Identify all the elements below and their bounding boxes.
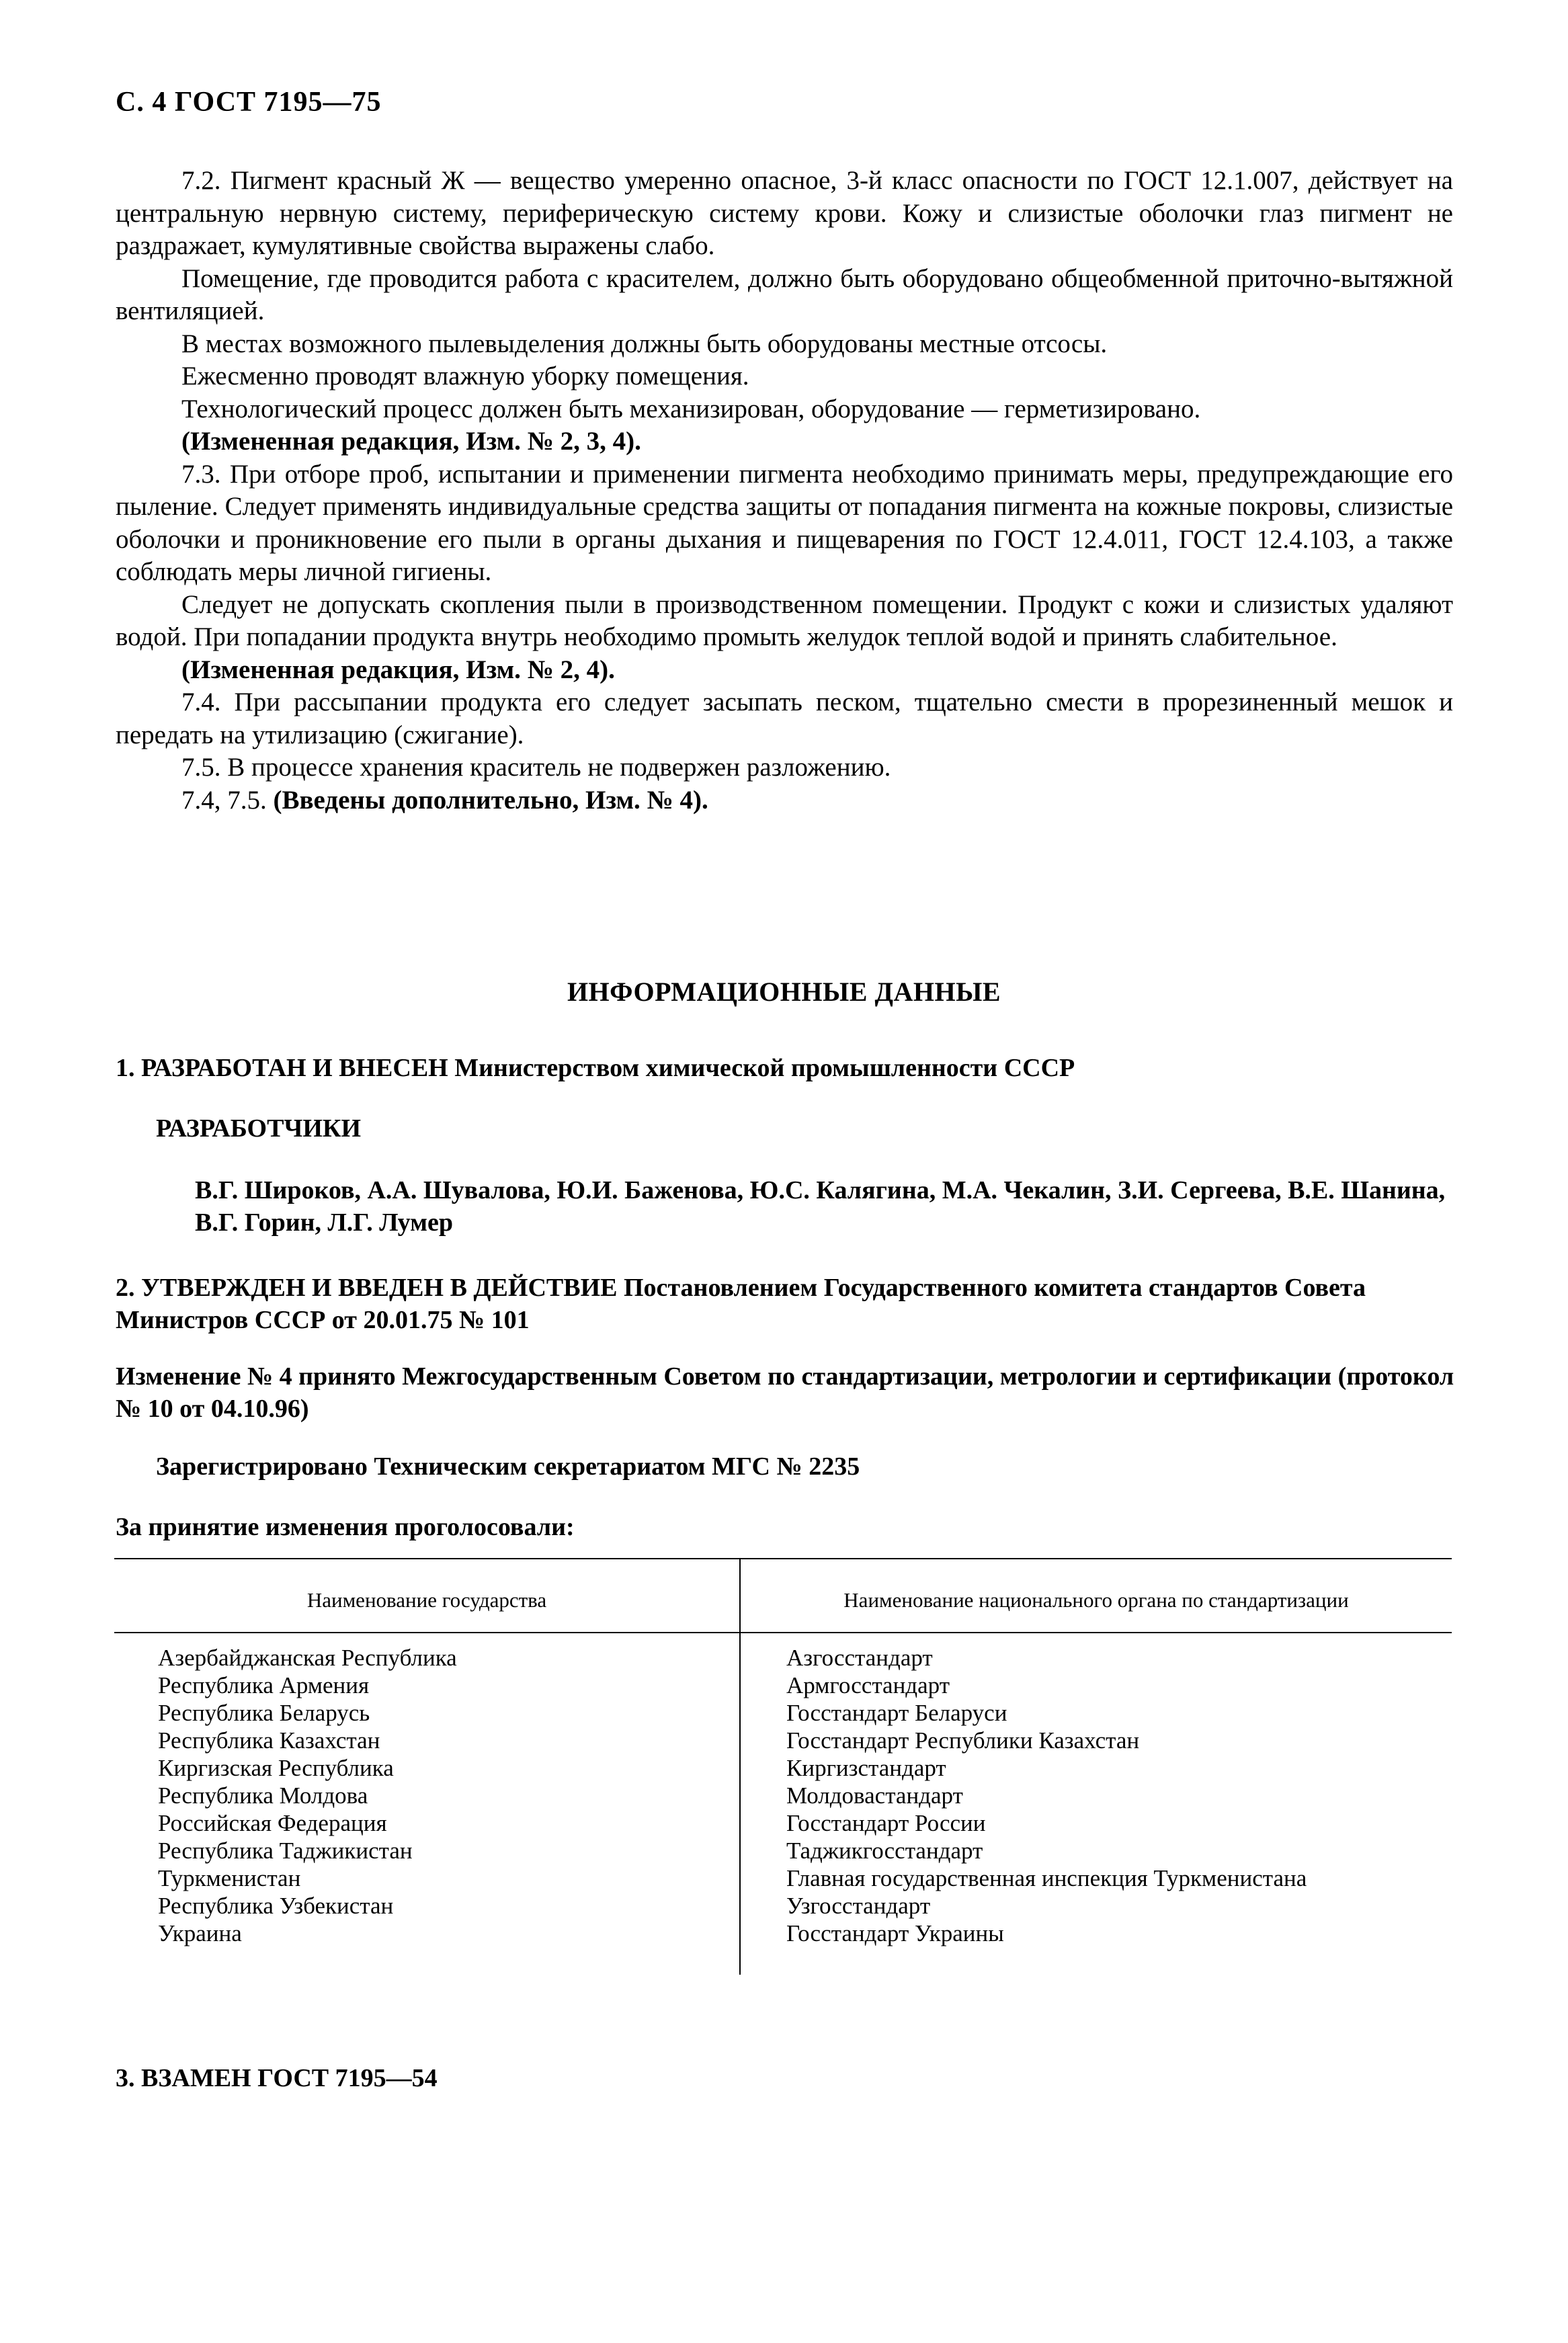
info-item-2-number: 2. <box>116 1274 135 1302</box>
table-cell-state: Киргизская Республика <box>158 1755 394 1781</box>
paragraph-ventilation: Помещение, где проводится работа с красителем, должно быть оборудовано общеобменной приточно-вытяжной вентиляцией. <box>116 263 1453 325</box>
amendment-note-2-text: (Измененная редакция, Изм. № 2, 4). <box>181 655 615 684</box>
section-7-text <box>116 165 1453 817</box>
info-item-1-lead: РАЗРАБОТАН И ВНЕСЕН <box>141 1054 448 1082</box>
info-item-1-text: Министерством химической промышленности СССР <box>454 1054 1075 1082</box>
table-cell-state: Республика Таджикистан <box>158 1838 413 1864</box>
paragraph-local-exhaust: В местах возможного пылевыделения должны быть оборудованы местные отсосы. <box>181 329 1108 358</box>
info-item-2 <box>116 1272 1460 1336</box>
paragraph-7-4: 7.4. При рассыпании продукта его следует засыпать песком, тщательно смести в прорезиненный мешок и передать на утилизацию (сжигание). <box>116 688 1453 749</box>
table-column-states <box>158 1644 457 1947</box>
info-item-3 <box>116 2062 438 2094</box>
voting-table <box>114 1558 1452 1975</box>
paragraph-dust: Следует не допускать скопления пыли в производственном помещении. Продукт с кожи и слизистых удаляют водой. При попадании продукта внутрь необходимо промыть желудок теплой водой и принять слабительное. <box>116 589 1453 651</box>
amendment-note-3-prefix: 7.4, 7.5. <box>181 785 274 815</box>
table-cell-state: Республика Казахстан <box>158 1727 380 1754</box>
registration-note: Зарегистрировано Техническим секретариатом МГС № 2235 <box>156 1452 860 1481</box>
info-item-3-text: ВЗАМЕН ГОСТ 7195—54 <box>141 2064 438 2092</box>
info-item-1 <box>116 1052 1460 1084</box>
paragraph-process: Технологический процесс должен быть механизирован, оборудование — герметизировано. <box>181 394 1201 423</box>
developers-label: РАЗРАБОТЧИКИ <box>156 1114 362 1143</box>
table-cell-body: Таджикгосстандарт <box>786 1838 983 1864</box>
table-header-state: Наименование государства <box>306 1588 547 1612</box>
paragraph-7-2: 7.2. Пигмент красный Ж — вещество умеренно опасное, 3-й класс опасности по ГОСТ 12.1.007, действует на центральную нервную систему, периферическую систему крови. Кожу и слизистые оболочки глаз пигмент не раздражает, кумулятивные свойства выражены слабо. <box>116 166 1453 260</box>
table-cell-body: Армгосстандарт <box>786 1672 950 1698</box>
table-cell-body: Киргизстандарт <box>786 1755 946 1781</box>
table-cell-body: Молдовастандарт <box>786 1782 963 1809</box>
table-cell-state: Туркменистан <box>158 1865 301 1891</box>
table-header-body: Наименование национального органа по стандартизации <box>843 1588 1349 1612</box>
paragraph-7-5: 7.5. В процессе хранения краситель не подвержен разложению. <box>181 753 891 782</box>
paragraph-7-3: 7.3. При отборе проб, испытании и применении пигмента необходимо принимать меры, предупреждающие его пыление. Следует применять индивидуальные средства защиты от попадания пигмента на кожные покровы, слизистые оболочки и проникновение его пыли в органы дыхания и пищеварения по ГОСТ 12.4.011, ГОСТ 12.4.103, а также соблюдать меры личной гигиены. <box>116 459 1453 586</box>
table-cell-state: Республика Узбекистан <box>158 1893 394 1919</box>
table-cell-body: Узгосстандарт <box>786 1893 931 1919</box>
table-cell-body: Госстандарт Беларуси <box>786 1700 1007 1726</box>
amendment-note-1 <box>116 425 1453 458</box>
table-cell-state: Украина <box>158 1920 242 1946</box>
table-cell-body: Азгосстандарт <box>786 1645 933 1671</box>
table-cell-state: Азербайджанская Республика <box>158 1645 457 1671</box>
developers-list: В.Г. Широков, А.А. Шувалова, Ю.И. Баженова, Ю.С. Калягина, М.А. Чекалин, З.И. Сергеева, В.Е. Шанина, В.Г. Горин, Л.Г. Лумер <box>195 1176 1446 1237</box>
amendment-4-note: Изменение № 4 принято Межгосударственным Советом по стандартизации, метрологии и сертификации (протокол № 10 от 04.10.96) <box>116 1362 1454 1423</box>
table-cell-state: Российская Федерация <box>158 1810 387 1836</box>
table-cell-state: Республика Армения <box>158 1672 370 1698</box>
paragraph-wet-cleaning: Ежесменно проводят влажную уборку помещения. <box>181 362 749 390</box>
amendment-note-3 <box>116 784 1453 817</box>
table-cell-state: Республика Молдова <box>158 1782 368 1809</box>
table-column-bodies <box>786 1644 1307 1947</box>
table-column-divider <box>739 1558 741 1975</box>
amendment-note-1-text: (Измененная редакция, Изм. № 2, 3, 4). <box>181 427 641 456</box>
table-top-rule <box>114 1558 1452 1559</box>
table-cell-state: Республика Беларусь <box>158 1700 370 1726</box>
table-header-rule <box>114 1632 1452 1633</box>
voted-label: За принятие изменения проголосовали: <box>116 1513 575 1541</box>
info-section-title: ИНФОРМАЦИОННЫЕ ДАННЫЕ <box>567 977 1001 1007</box>
amendment-note-2 <box>116 654 1453 687</box>
table-cell-body: Госстандарт Республики Казахстан <box>786 1727 1140 1754</box>
info-item-1-number: 1. <box>116 1054 135 1082</box>
table-cell-body: Госстандарт России <box>786 1810 986 1836</box>
page-header: С. 4 ГОСТ 7195—75 <box>116 87 382 118</box>
info-item-3-number: 3. <box>116 2064 135 2092</box>
table-cell-body: Госстандарт Украины <box>786 1920 1004 1946</box>
amendment-note-3-text: (Введены дополнительно, Изм. № 4). <box>273 785 708 815</box>
table-cell-body: Главная государственная инспекция Туркменистана <box>786 1865 1307 1891</box>
info-item-2-text: Постановлением Государственного комитета стандартов Совета Министров СССР от 20.01.75 № 101 <box>116 1274 1366 1334</box>
info-item-2-lead: УТВЕРЖДЕН И ВВЕДЕН В ДЕЙСТВИЕ <box>141 1274 618 1302</box>
